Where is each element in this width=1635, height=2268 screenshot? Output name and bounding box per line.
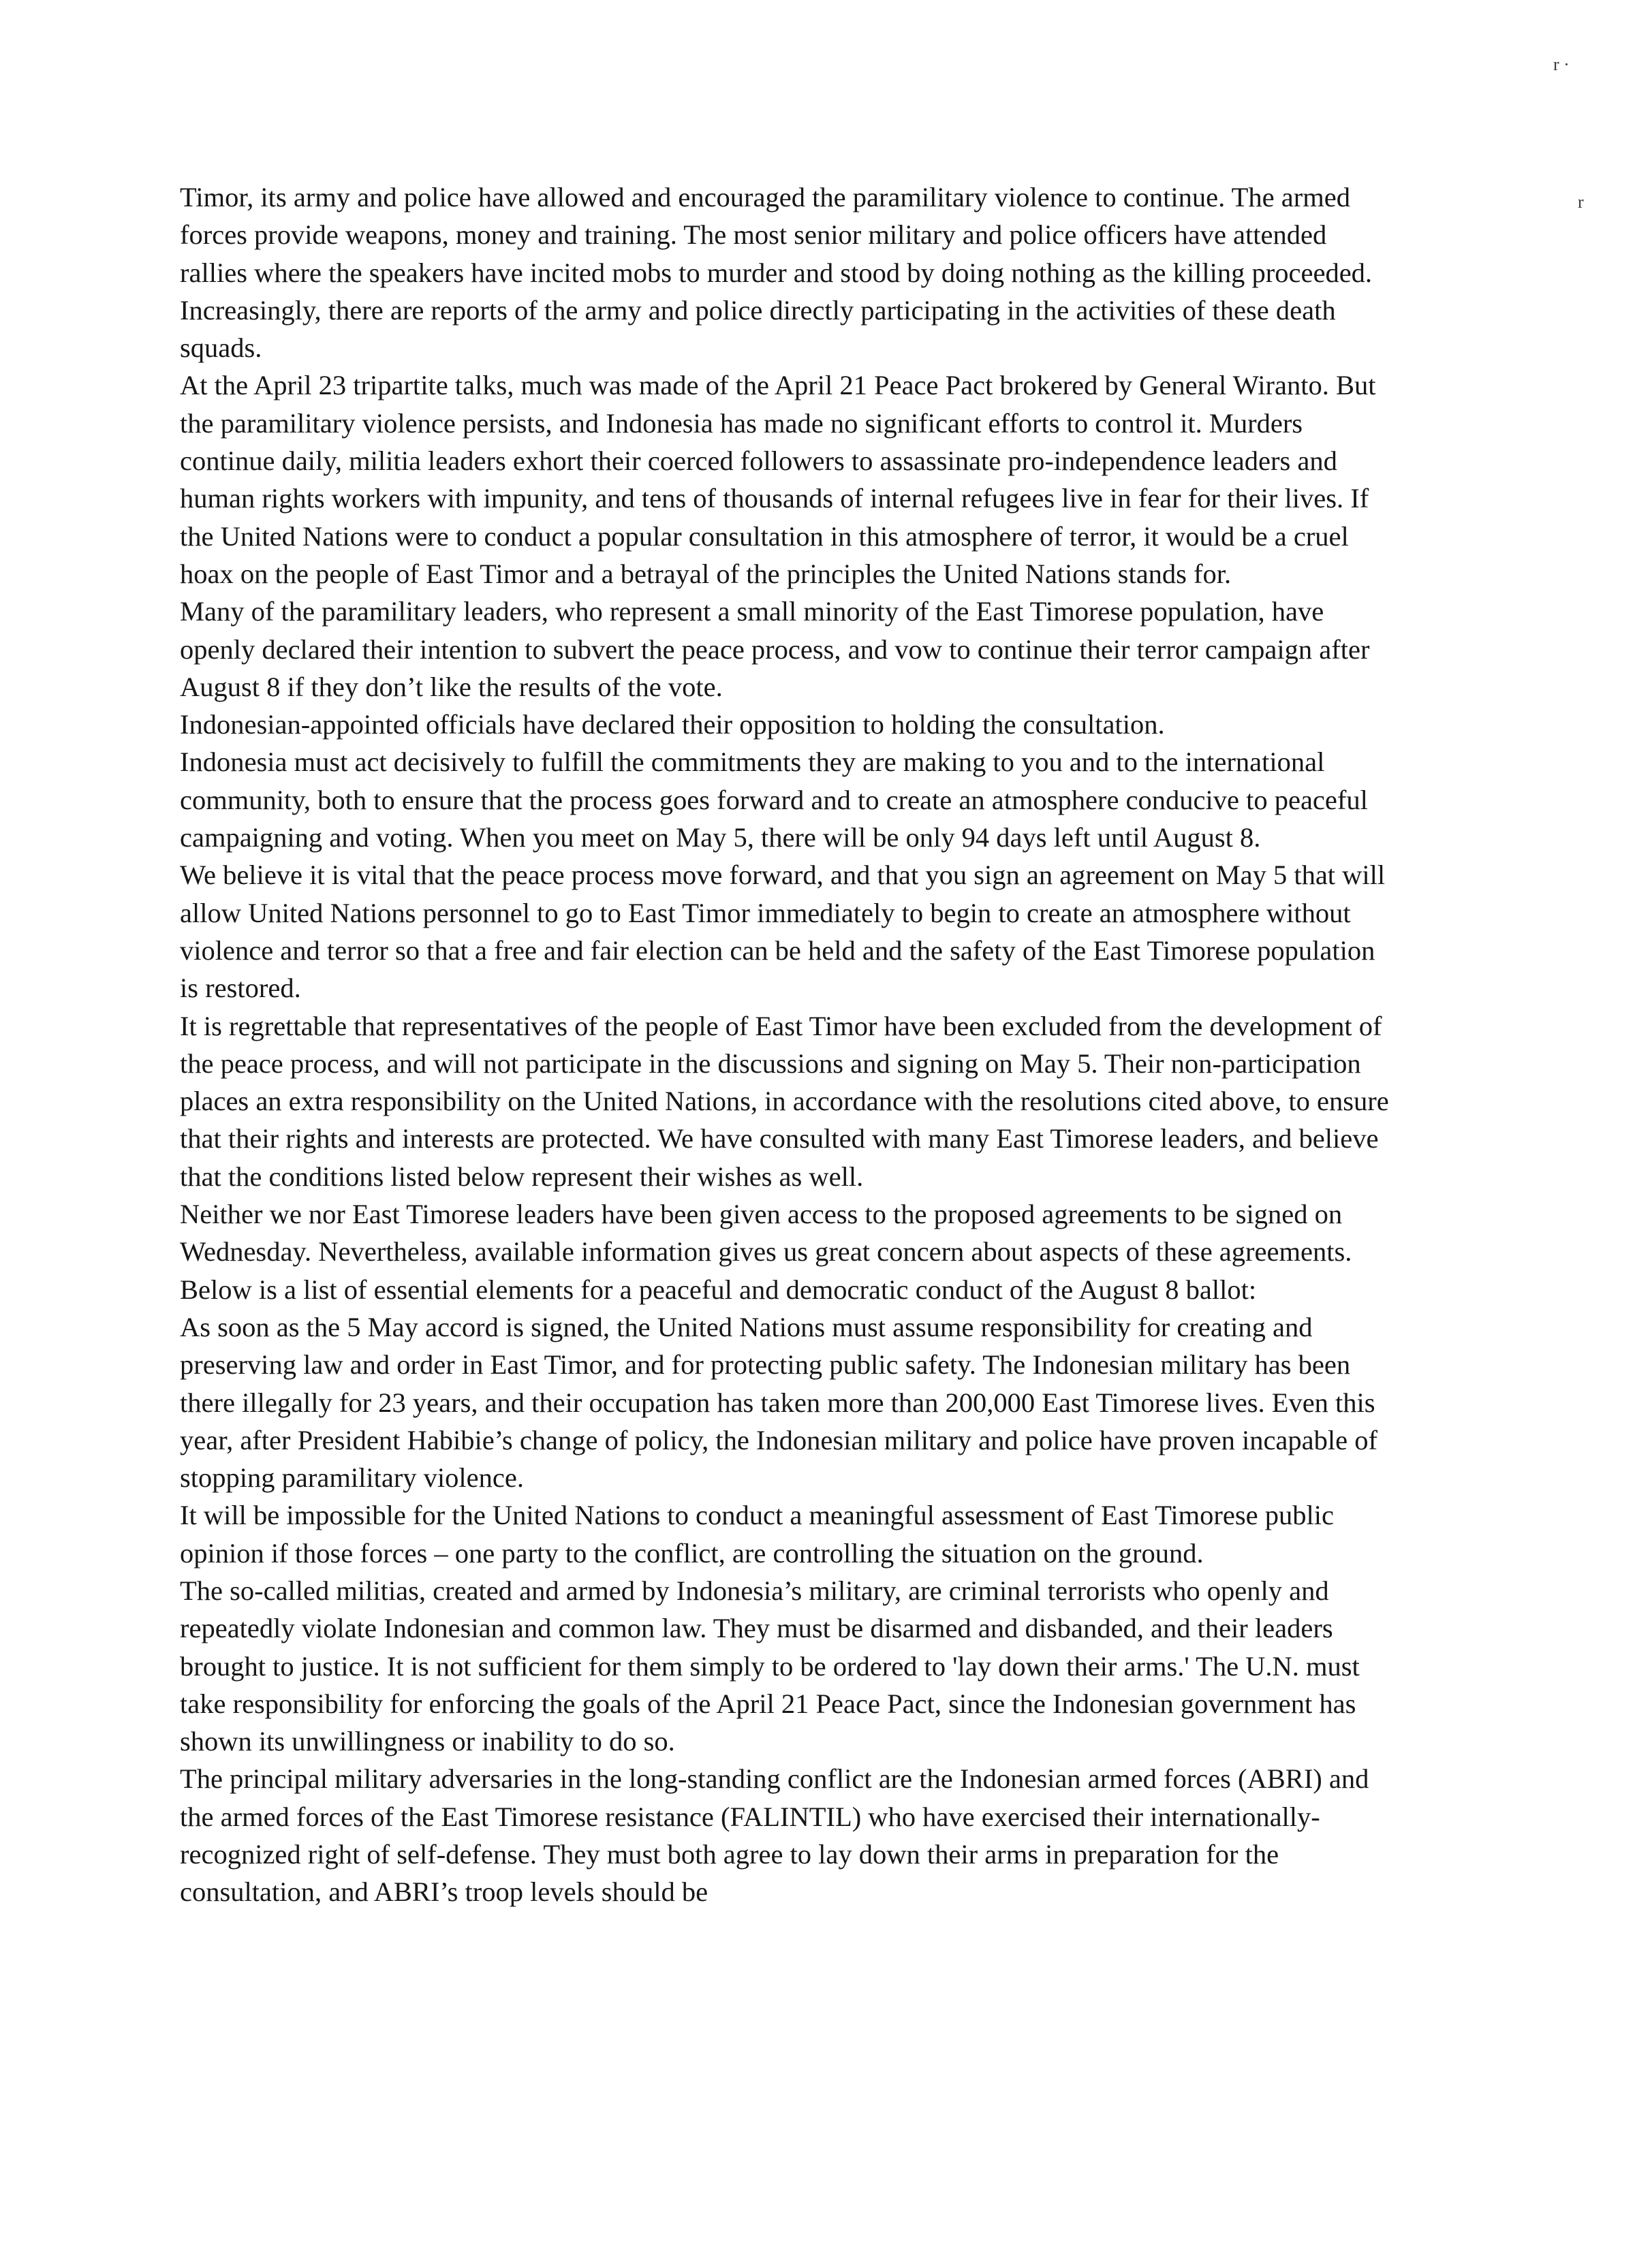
document-body (180, 178, 1392, 1911)
paragraph: It is regrettable that representatives of the people of East Timor have been excluded from the development of the peace process, and will not participate in the discussions and signing on May 5. Their non-participation places an extra responsibility on the United Nations, in accordance with the resolutions cited above, to ensure that their rights and interests are protected. We have consulted with many East Timorese leaders, and believe that the conditions listed below represent their wishes as well. (180, 1010, 1389, 1192)
margin-mark-top: r · (1553, 54, 1570, 74)
paragraph: It will be impossible for the United Nations to conduct a meaningful assessment of East Timorese public opinion if those forces – one party to the conflict, are controlling the situation on the ground. (180, 1500, 1334, 1569)
paragraph: Timor, its army and police have allowed and encouraged the paramilitary violence to continue. The armed forces provide weapons, money and training. The most senior military and police officers have attended rallies where the speakers have incited mobs to murder and stood by doing nothing as the killing proceeded. Increasingly, there are reports of the army and police directly participating in the activities of these death squads. (180, 182, 1373, 364)
paragraph: Indonesian-appointed officials have declared their opposition to holding the consultation. (180, 709, 1165, 740)
paragraph: Indonesia must act decisively to fulfill the commitments they are making to you and to the international community, both to ensure that the process goes forward and to create an atmosphere conducive to peaceful campaigning and voting. When you meet on May 5, there will be only 94 days left until August 8. (180, 746, 1368, 853)
paragraph: The principal military adversaries in the long-standing conflict are the Indonesian armed forces (ABRI) and the armed forces of the East Timorese resistance (FALINTIL) who have exercised their internationally-recognized right of self-defense. They must both agree to lay down their arms in preparation for the consultation, and ABRI’s troop levels should be (180, 1763, 1369, 1908)
paragraph: Many of the paramilitary leaders, who represent a small minority of the East Timorese population, have openly declared their intention to subvert the peace process, and vow to continue their terror campaign after August 8 if they don’t like the results of the vote. (180, 596, 1370, 702)
paragraph: Neither we nor East Timorese leaders have been given access to the proposed agreements to be signed on Wednesday. Nevertheless, available information gives us great concern about aspects of these agreements. Below is a list of essential elements for a peaceful and democratic conduct of the August 8 ballot: (180, 1199, 1352, 1305)
paragraph: At the April 23 tripartite talks, much was made of the April 21 Peace Pact brokered by General Wiranto. But the paramilitary violence persists, and Indonesia has made no significant efforts to control it. Murders continue daily, militia leaders exhort their coerced followers to assassinate pro-independence leaders and human rights workers with impunity, and tens of thousands of internal refugees live in fear for their lives. If the United Nations were to conduct a popular consultation in this atmosphere of terror, it would be a cruel hoax on the people of East Timor and a betrayal of the principles the United Nations stands for. (180, 370, 1376, 589)
paragraph: We believe it is vital that the peace process move forward, and that you sign an agreement on May 5 that will allow United Nations personnel to go to East Timor immediately to begin to create an atmosphere without violence and terror so that a free and fair election can be held and the safety of the East Timorese population is restored. (180, 860, 1386, 1004)
paragraph: The so-called militias, created and armed by Indonesia’s military, are criminal terrorists who openly and repeatedly violate Indonesian and common law. They must be disarmed and disbanded, and their leaders brought to justice. It is not sufficient for them simply to be ordered to 'lay down their arms.' The U.N. must take responsibility for enforcing the goals of the April 21 Peace Pact, since the Indonesian government has shown its unwillingness or inability to do so. (180, 1575, 1360, 1757)
margin-mark-side: r (1578, 192, 1584, 212)
paragraph: As soon as the 5 May accord is signed, the United Nations must assume responsibility for creating and preserving law and order in East Timor, and for protecting public safety. The Indonesian military has been there illegally for 23 years, and their occupation has taken more than 200,000 East Timorese lives. Even this year, after President Habibie’s change of policy, the Indonesian military and police have proven incapable of stopping paramilitary violence. (180, 1311, 1377, 1494)
